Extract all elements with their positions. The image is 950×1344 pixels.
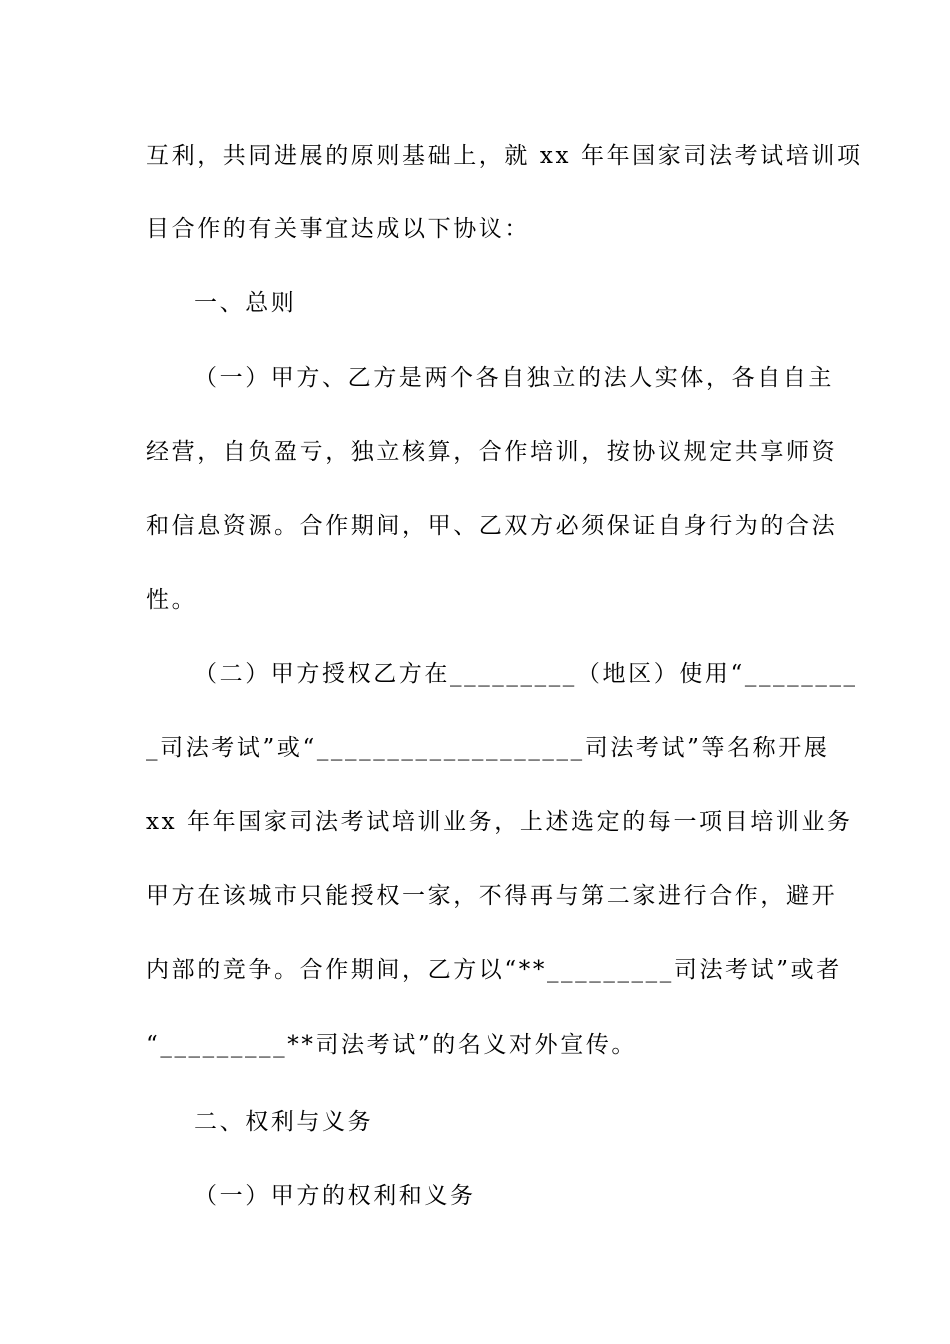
paragraph-line: 甲方在该城市只能授权一家，不得再与第二家进行合作，避开 xyxy=(146,883,838,909)
paragraph-line: 经营，自负盈亏，独立核算，合作培训，按协议规定共享师资 xyxy=(146,439,838,465)
paragraph-line: （二）甲方授权乙方在_________（地区）使用“________ xyxy=(194,661,858,687)
paragraph-line: 目合作的有关事宜达成以下协议： xyxy=(146,216,530,242)
paragraph-line: 和信息资源。合作期间，甲、乙双方必须保证自身行为的合法 xyxy=(146,513,838,539)
paragraph-line: _司法考试”或“___________________司法考试”等名称开展 xyxy=(146,735,830,761)
paragraph-line: xx 年年国家司法考试培训业务，上述选定的每一项目培训业务 xyxy=(146,809,853,835)
section-heading-general: 一、总则 xyxy=(194,290,297,316)
paragraph-line: 互利，共同进展的原则基础上，就 xx 年年国家司法考试培训项 xyxy=(146,143,863,169)
section-heading-rights: 二、权利与义务 xyxy=(194,1109,374,1135)
paragraph-line: （一）甲方、乙方是两个各自独立的法人实体，各自自主 xyxy=(194,365,834,391)
paragraph-line: “_________**司法考试”的名义对外宣传。 xyxy=(146,1032,638,1058)
paragraph-line: 性。 xyxy=(146,587,198,613)
paragraph-line: 内部的竞争。合作期间，乙方以“**_________司法考试”或者 xyxy=(146,957,842,983)
subsection-heading: （一）甲方的权利和义务 xyxy=(194,1183,476,1209)
